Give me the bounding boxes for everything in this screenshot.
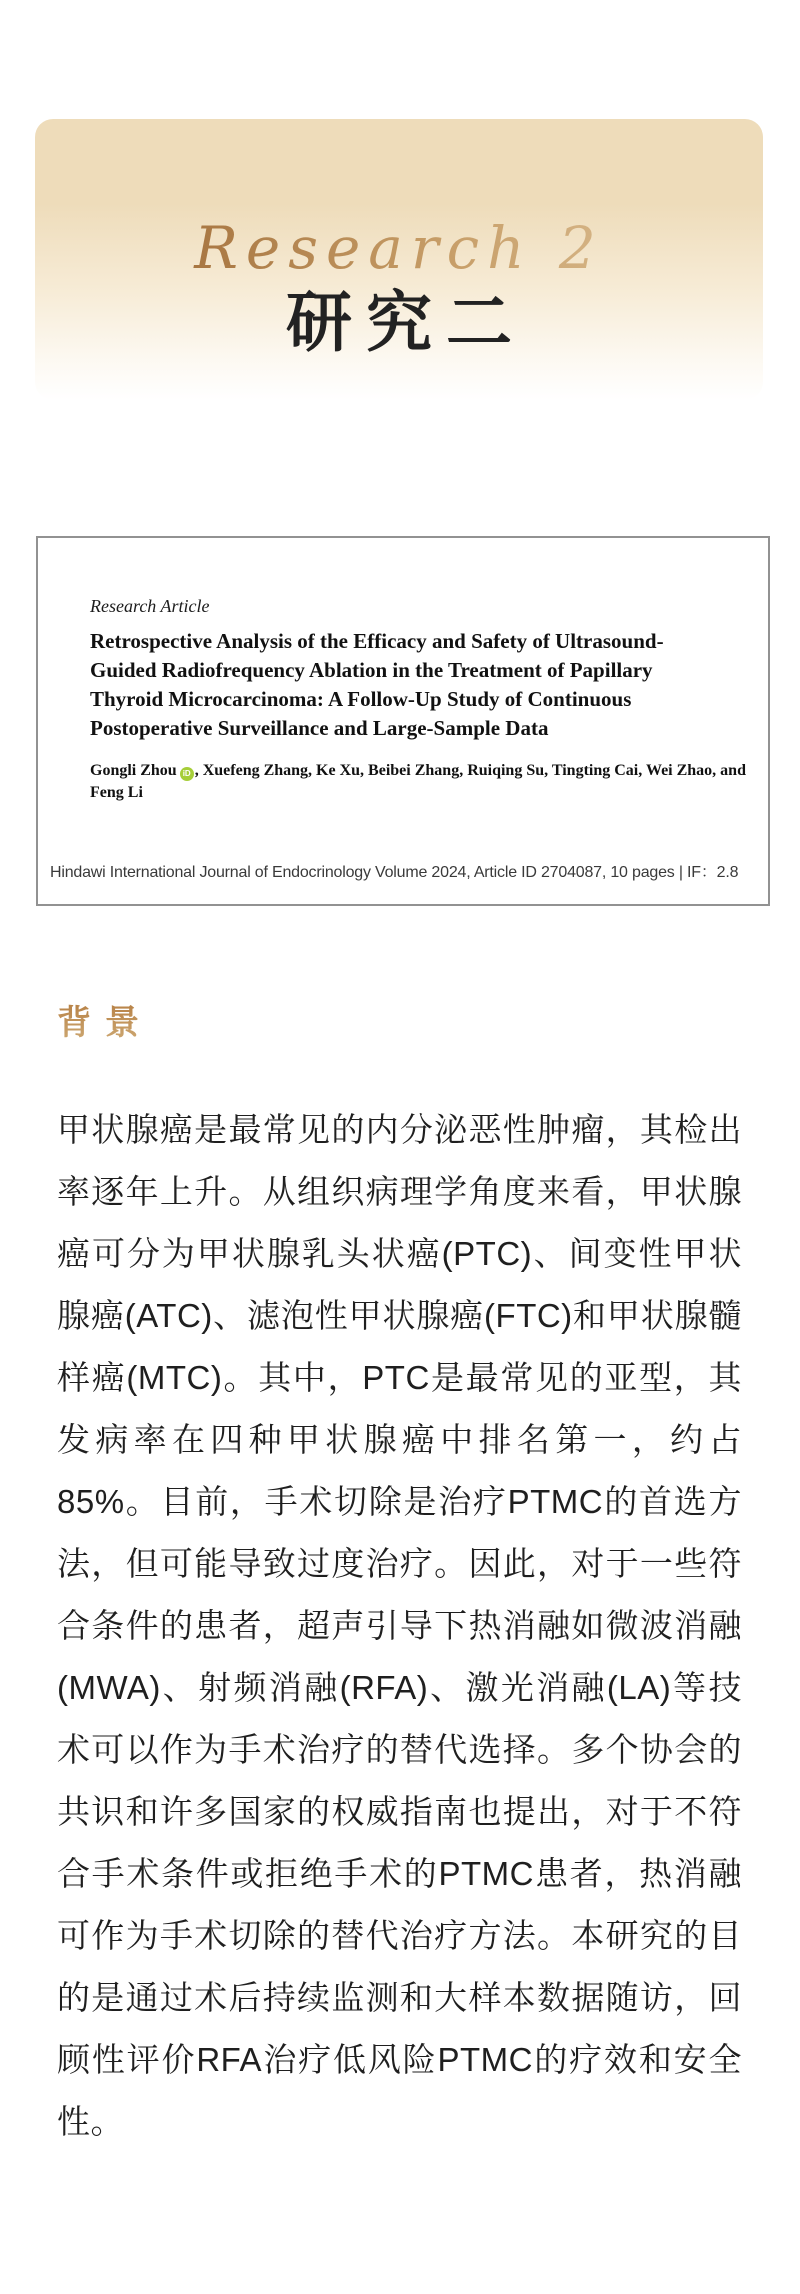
section-heading-background: 背景 bbox=[57, 1002, 742, 1046]
paper-title: Retrospective Analysis of the Efficacy and Safety of Ultrasound-Guided Radiofrequency Ablation in the Treatment of Papillary Thyroid Microcarcinoma: A Follow-Up Study of Continuous Postoperative Surveillance and Large-Sample Data bbox=[90, 629, 664, 740]
paper-authors-rest: , Xuefeng Zhang, Ke Xu, Beibei Zhang, Ruiqing Su, Tingting Cai, Wei Zhao, and Feng Li bbox=[90, 762, 746, 801]
background-paragraph: 甲状腺癌是最常见的内分泌恶性肿瘤，其检出率逐年上升。从组织病理学角度来看，甲状腺癌可分为甲状腺乳头状癌(PTC)、间变性甲状腺癌(ATC)、滤泡性甲状腺癌(FTC)和甲状腺髓样癌(MTC)。其中，PTC是最常见的亚型，其发病率在四种甲状腺癌中排名第一，约占85%。目前，手术切除是治疗PTMC的首选方法，但可能导致过度治疗。因此，对于一些符合条件的患者，超声引导下热消融如微波消融(MWA)、射频消融(RFA)、激光消融(LA)等技术可以作为手术治疗的替代选择。多个协会的共识和许多国家的权威指南也提出，对于不符合手术条件或拒绝手术的PTMC患者，热消融可作为手术切除的替代治疗方法。本研究的目的是通过术后持续监测和大样本数据随访，回顾性评价RFA治疗低风险PTMC的疗效和安全性。 bbox=[57, 1111, 742, 2140]
paper-authors bbox=[90, 760, 752, 804]
paper-author-lead: Gongli Zhou bbox=[90, 762, 177, 779]
orcid-icon: iD bbox=[180, 767, 194, 781]
article-body bbox=[57, 1002, 742, 2153]
banner-cn-title: 研究二 bbox=[286, 287, 526, 360]
banner-script-title: Research 2 bbox=[35, 119, 763, 281]
paper-citation-card bbox=[36, 536, 770, 906]
paper-kicker: Research Article bbox=[90, 596, 210, 616]
journal-citation: Hindawi International Journal of Endocrinology Volume 2024, Article ID 2704087, 10 pages | IF：2.8 bbox=[50, 864, 739, 881]
banner-card bbox=[35, 119, 763, 400]
